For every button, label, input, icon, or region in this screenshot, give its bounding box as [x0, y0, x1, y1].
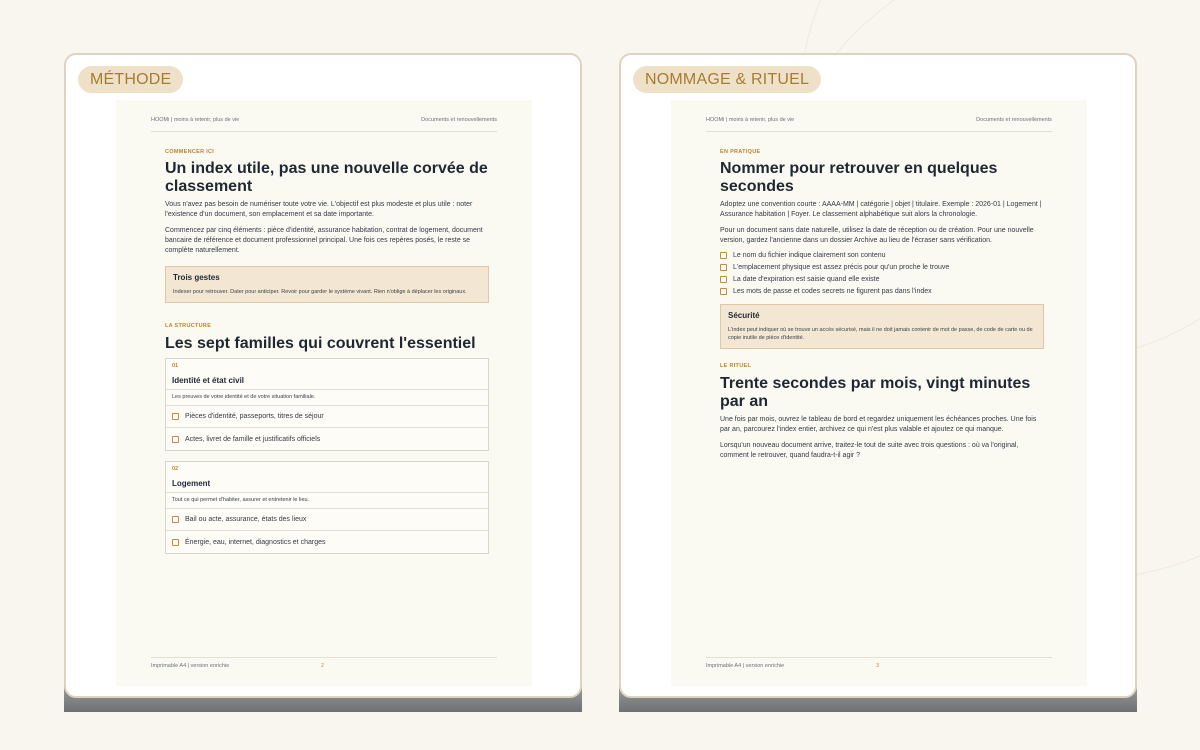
page-footer [706, 657, 1052, 669]
page-content [720, 149, 1044, 461]
callout-box [165, 266, 489, 303]
section-title: Nommer pour retrouver en quelques secondes [720, 160, 998, 195]
checklist-label: Les mots de passe et codes secrets ne figurent pas dans l'index [733, 288, 932, 295]
page-number: 2 [321, 663, 325, 669]
family-card [165, 358, 489, 451]
family-description: Les preuves de votre identité et de votre situation familiale. [166, 390, 488, 406]
document-page [671, 100, 1087, 686]
section-title: Un index utile, pas une nouvelle corvée de classement [165, 160, 488, 195]
checklist-item[interactable] [720, 276, 1044, 283]
checkbox-icon[interactable] [720, 276, 727, 283]
header-section: Documents et renouvellements [976, 117, 1052, 123]
page-content [165, 149, 489, 554]
section-eyebrow: COMMENCER ICI [165, 149, 215, 155]
header-brand: HOOMi | moins à retenir, plus de vie [151, 117, 240, 123]
paragraph: Adoptez une convention courte : AAAA-MM | catégorie | objet | titulaire. Exemple : 2026-01 | Logement | Assurance habitation | Foyer. Le classement alphabétique suit alors la chronologie. [720, 201, 1042, 218]
checklist-label: Actes, livret de famille et justificatifs officiels [185, 435, 321, 443]
callout-body: L'index peut indiquer où se trouve un accès sécurisé, mais il ne doit jamais contenir de mot de passe, de code de carte ou de copie inutile de pièce d'identité. [728, 327, 1033, 341]
paragraph: Vous n'avez pas besoin de numériser toute votre vie. L'objectif est plus modeste et plus utile : noter l'existence d'un document, son emplacement et sa date importante. [165, 201, 473, 218]
checklist-item[interactable] [166, 509, 488, 531]
panel-methode [64, 53, 582, 698]
checkbox-icon[interactable] [720, 288, 727, 295]
section-eyebrow: LA STRUCTURE [165, 323, 212, 329]
checklist-label: Énergie, eau, internet, diagnostics et charges [185, 538, 326, 546]
checklist-item[interactable] [166, 406, 488, 428]
header-section: Documents et renouvellements [421, 117, 497, 123]
panel-nommage-rituel [619, 53, 1137, 698]
checkbox-icon[interactable] [172, 516, 179, 523]
document-page [116, 100, 532, 686]
panel-tag: NOMMAGE & RITUEL [633, 66, 821, 93]
section-eyebrow: EN PRATIQUE [720, 149, 761, 155]
family-description: Tout ce qui permet d'habiter, assurer et entretenir le lieu. [166, 493, 488, 509]
family-title: Logement [166, 472, 488, 493]
checklist-item[interactable] [720, 252, 1044, 259]
family-number: 02 [172, 466, 179, 472]
checklist-label: La date d'expiration est saisie quand elle existe [733, 276, 880, 283]
header-brand: HOOMi | moins à retenir, plus de vie [706, 117, 795, 123]
checklist-label: Le nom du fichier indique clairement son contenu [733, 252, 886, 259]
callout-title: Trois gestes [173, 273, 220, 282]
checklist-label: Pièces d'identité, passeports, titres de séjour [185, 413, 324, 420]
paragraph: Lorsqu'un nouveau document arrive, traitez-le tout de suite avec trois questions : où va l'original, comment le retrouver, quand faudra-t-il agir ? [720, 442, 1019, 459]
callout-title: Sécurité [728, 311, 760, 320]
footer-label: Imprimable A4 | version enrichie [706, 663, 785, 669]
checklist-label: Bail ou acte, assurance, états des lieux [185, 516, 307, 523]
checkbox-icon[interactable] [172, 436, 179, 443]
checklist-item[interactable] [166, 531, 488, 553]
panel-tag: MÉTHODE [78, 66, 183, 93]
callout-body: Indexer pour retrouver. Dater pour anticiper. Revoir pour garder le système vivant. Rien n'oblige à déplacer les originaux. [173, 289, 467, 295]
page-footer [151, 657, 497, 669]
checklist-item[interactable] [720, 264, 1044, 271]
page-number: 3 [876, 663, 880, 669]
checkbox-icon[interactable] [172, 413, 179, 420]
section-title: Trente secondes par mois, vingt minutes par an [720, 375, 1031, 410]
family-card [165, 461, 489, 554]
paragraph: Une fois par mois, ouvrez le tableau de bord et regardez uniquement les échéances proches. Une fois par an, parcourez l'index entier, archivez ce qui n'est plus valable et ajoutez ce qui manque. [720, 416, 1037, 433]
section-title: Les sept familles qui couvrent l'essentiel [165, 335, 476, 352]
family-number: 01 [172, 363, 179, 369]
checkbox-icon[interactable] [172, 539, 179, 546]
paragraph: Pour un document sans date naturelle, utilisez la date de réception ou de création. Pour une nouvelle version, gardez l'ancienne dans un dossier Archive au lieu de l'écraser sans vérification. [720, 227, 1034, 244]
family-title: Identité et état civil [166, 369, 488, 390]
footer-label: Imprimable A4 | version enrichie [151, 663, 230, 669]
page-header [706, 117, 1052, 132]
checklist-label: L'emplacement physique est assez précis pour qu'un proche le trouve [733, 264, 950, 271]
checkbox-icon[interactable] [720, 264, 727, 271]
checkbox-icon[interactable] [720, 252, 727, 259]
checklist-item[interactable] [166, 428, 488, 450]
callout-box [720, 304, 1044, 349]
section-eyebrow: LE RITUEL [720, 363, 752, 369]
checklist-item[interactable] [720, 288, 1044, 295]
page-header [151, 117, 497, 132]
paragraph: Commencez par cinq éléments : pièce d'identité, assurance habitation, contrat de logement, document bancaire de référence et document professionnel principal. Une fois ces repères posés, le reste se complète naturellement. [165, 227, 483, 254]
checklist [720, 252, 1044, 295]
